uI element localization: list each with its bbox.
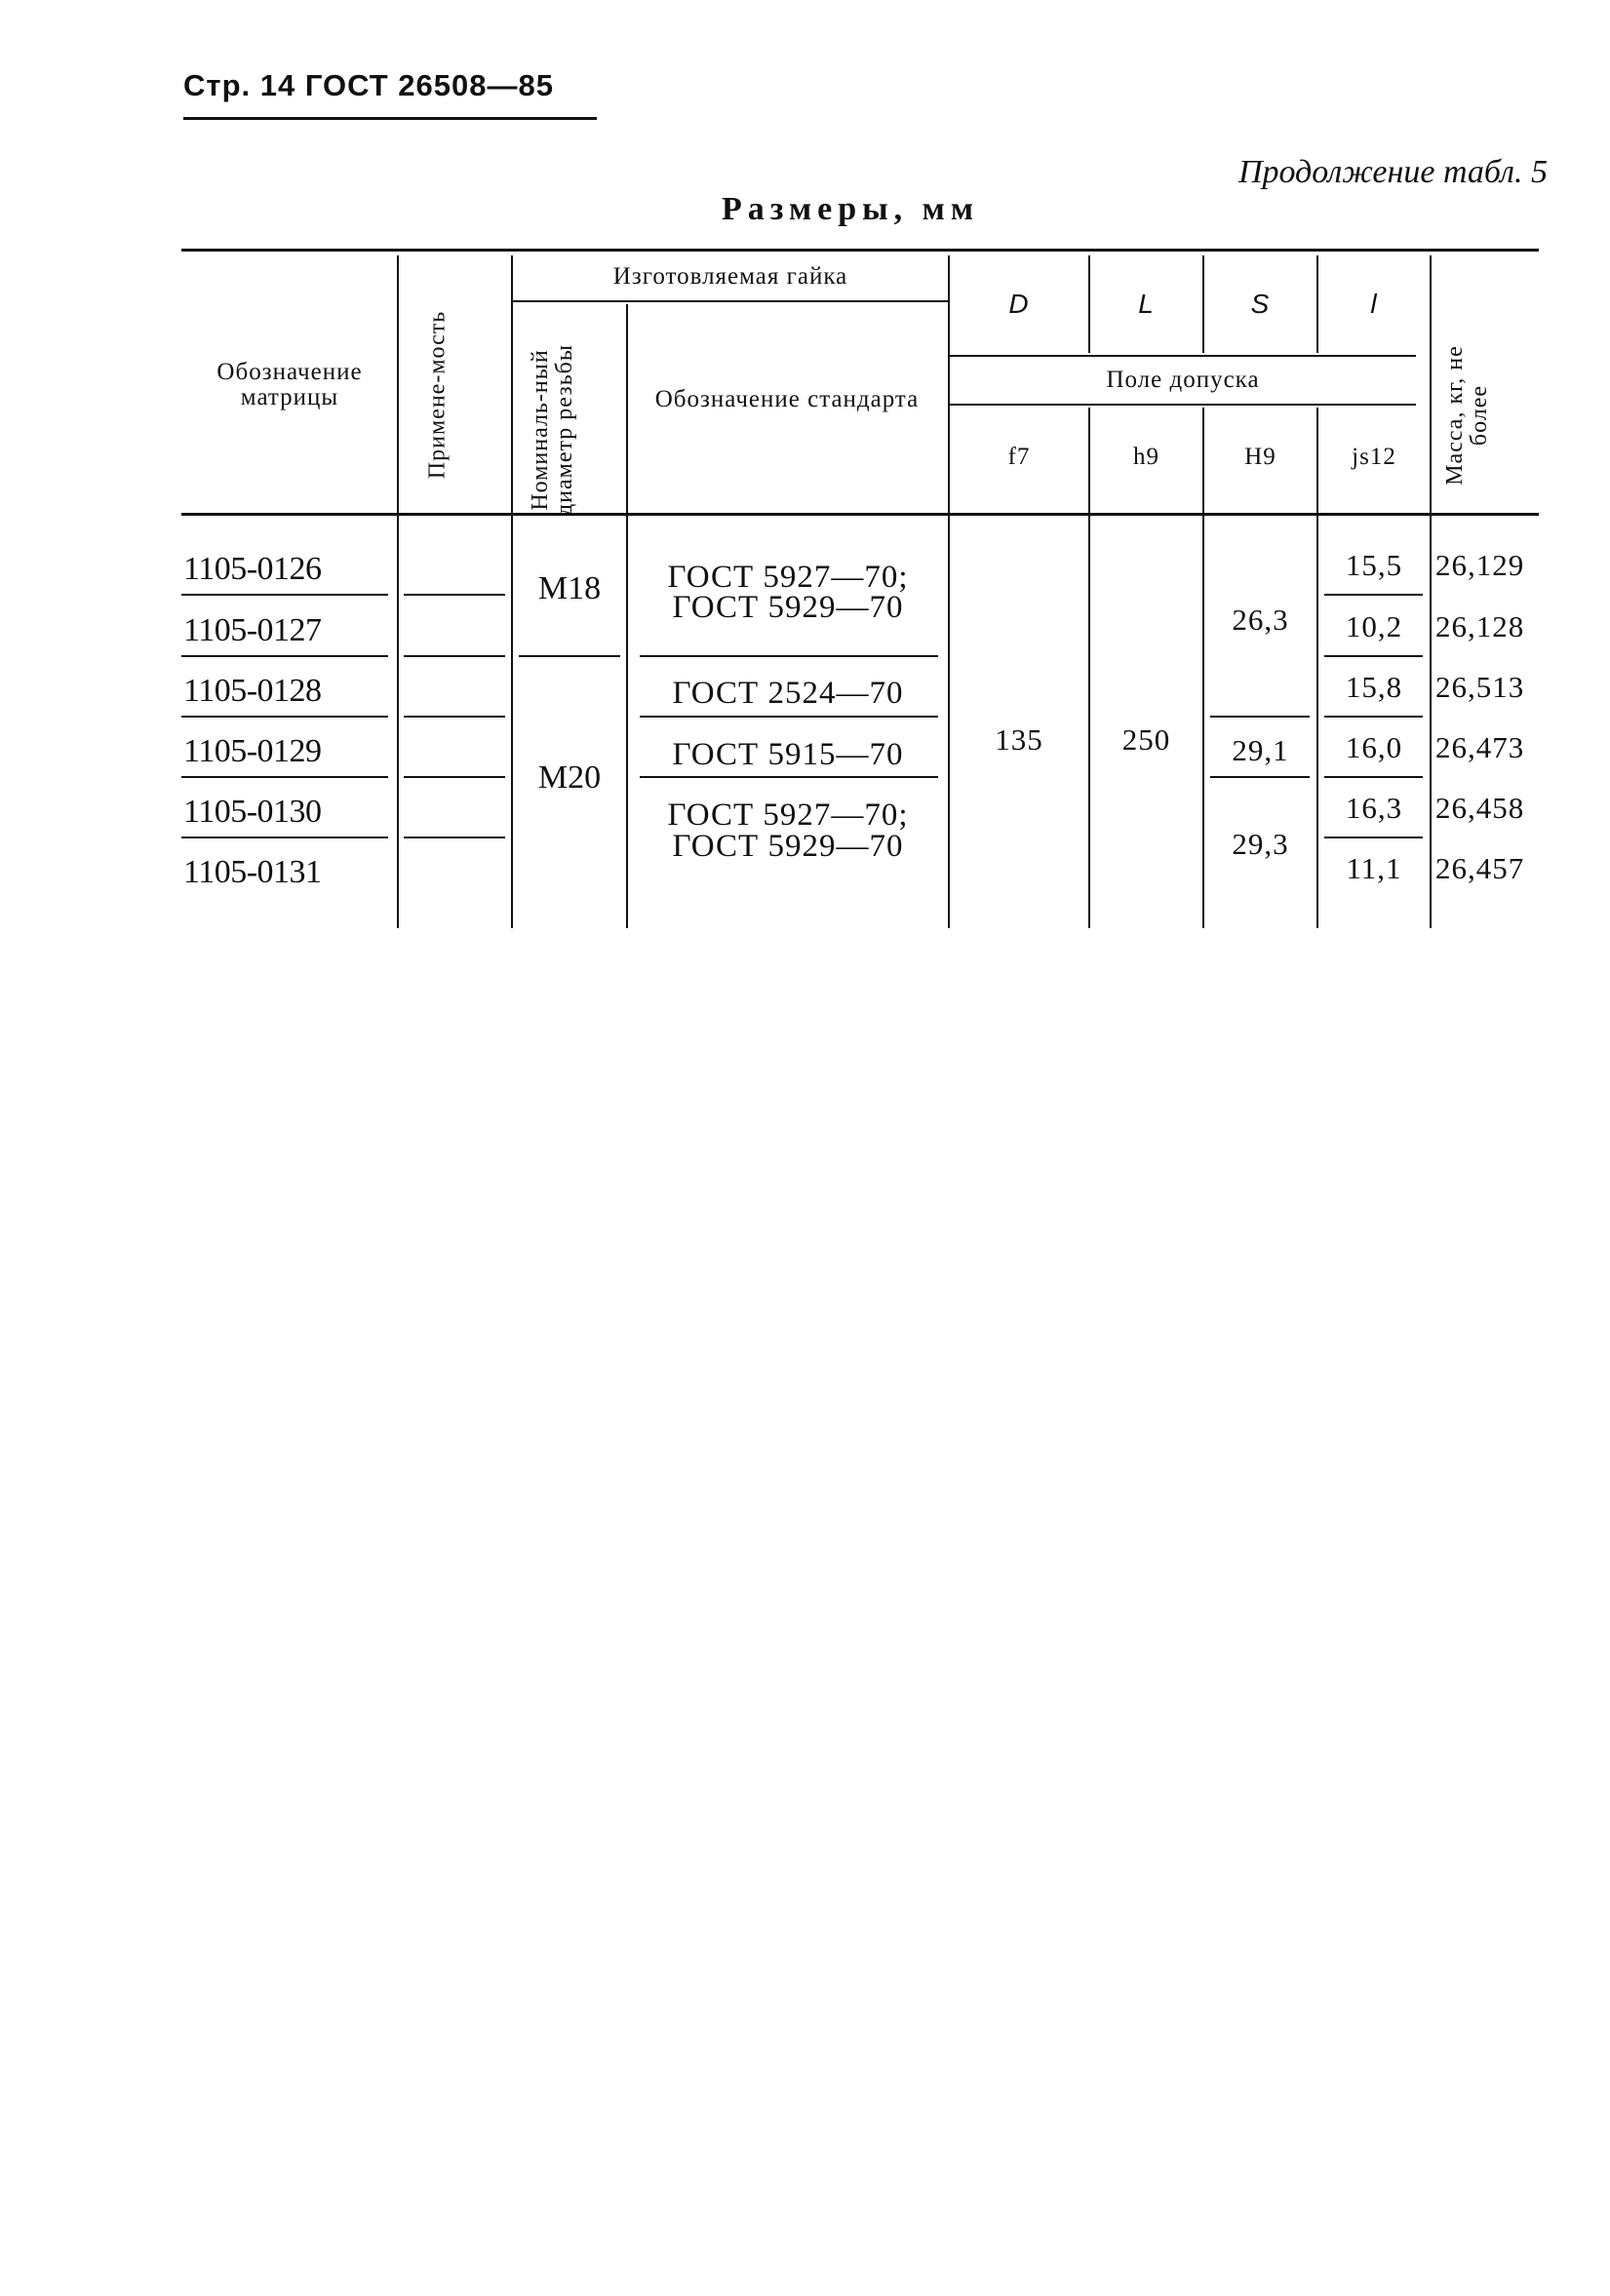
- header-applicability: Примене-мость: [424, 310, 451, 480]
- row-rule: [519, 655, 620, 657]
- header-rule: [183, 117, 597, 120]
- value-mass: 26,128: [1435, 609, 1525, 643]
- row-rule: [181, 776, 388, 778]
- row-designation: 1105-0130: [183, 794, 322, 830]
- standard-a-line2: ГОСТ 5929—70: [672, 590, 904, 625]
- row-rule: [1324, 655, 1423, 657]
- value-mass: 26,458: [1435, 791, 1525, 825]
- row-rule: [1324, 716, 1423, 718]
- table-top-rule: [181, 249, 1539, 252]
- row-rule: [1324, 776, 1423, 778]
- header-l: l: [1370, 289, 1378, 319]
- tolerance-D: f7: [1007, 444, 1031, 470]
- value-mass: 26,129: [1435, 548, 1525, 582]
- col-divider: [1088, 408, 1090, 928]
- col-divider: [1430, 255, 1432, 928]
- row-rule: [1210, 716, 1310, 718]
- header-standard: Обозначение стандарта: [654, 386, 920, 412]
- value-D: 135: [995, 722, 1043, 757]
- tolerance-rule: [950, 404, 1416, 406]
- value-l: 16,3: [1345, 791, 1403, 825]
- value-l: 15,8: [1345, 670, 1403, 704]
- value-mass: 26,473: [1435, 730, 1525, 764]
- col-divider: [1316, 408, 1318, 928]
- row-rule: [404, 655, 505, 657]
- row-rule: [181, 594, 388, 596]
- value-mass: 26,513: [1435, 670, 1525, 704]
- value-L: 250: [1121, 722, 1171, 757]
- value-S: 29,3: [1232, 827, 1289, 861]
- standard-a-line1: ГОСТ 5927—70;: [667, 560, 909, 595]
- header-nut-group: Изготовляемая гайка: [612, 263, 848, 290]
- value-l: 15,5: [1345, 548, 1403, 582]
- row-rule: [181, 716, 388, 718]
- row-rule: [1324, 837, 1423, 838]
- row-rule: [640, 655, 938, 657]
- col-divider: [397, 255, 399, 928]
- row-rule: [181, 837, 388, 838]
- table-caption: Размеры, мм: [722, 191, 979, 227]
- diameter-m18: M18: [537, 570, 602, 606]
- row-rule: [181, 655, 388, 657]
- header-tolerance: Поле допуска: [1106, 367, 1260, 393]
- row-designation: 1105-0131: [183, 854, 322, 890]
- row-rule: [1210, 776, 1310, 778]
- value-l: 10,2: [1345, 609, 1403, 643]
- row-rule: [1324, 594, 1423, 596]
- standard-c: ГОСТ 5915—70: [672, 737, 904, 772]
- row-designation: 1105-0127: [183, 612, 322, 648]
- header-L: L: [1138, 289, 1155, 319]
- header-D: D: [1008, 289, 1030, 319]
- value-S: 29,1: [1232, 733, 1289, 767]
- value-mass: 26,457: [1435, 851, 1525, 885]
- header-S: S: [1250, 289, 1271, 319]
- row-rule: [404, 594, 505, 596]
- standard-d-line1: ГОСТ 5927—70;: [667, 798, 909, 833]
- header-nominal-diameter: Номиналь-ный диаметр резьбы: [528, 343, 577, 517]
- diameter-m20: M20: [537, 759, 602, 796]
- standard-d-line2: ГОСТ 5929—70: [672, 829, 904, 864]
- row-rule: [640, 716, 938, 718]
- row-rule: [404, 716, 505, 718]
- nut-group-rule: [513, 300, 948, 302]
- header-designation: Обозначение матрицы: [216, 359, 363, 410]
- row-rule: [640, 776, 938, 778]
- standard-b: ГОСТ 2524—70: [672, 676, 904, 711]
- page-header: Стр. 14 ГОСТ 26508—85: [183, 68, 554, 102]
- row-designation: 1105-0126: [183, 551, 322, 587]
- continuation-label: Продолжение табл. 5: [1237, 154, 1548, 190]
- row-rule: [404, 776, 505, 778]
- tolerance-S: H9: [1244, 444, 1276, 470]
- row-rule: [404, 837, 505, 838]
- value-l: 16,0: [1345, 730, 1403, 764]
- tolerance-l: js12: [1352, 444, 1396, 470]
- value-l: 11,1: [1346, 851, 1402, 885]
- tolerance-L: h9: [1133, 444, 1159, 470]
- dims-rule: [950, 355, 1416, 357]
- header-bottom-rule: [181, 513, 1539, 516]
- row-designation: 1105-0129: [183, 733, 322, 769]
- header-mass: Масса, кг, не более: [1442, 345, 1492, 486]
- row-designation: 1105-0128: [183, 673, 322, 709]
- value-S: 26,3: [1232, 603, 1289, 637]
